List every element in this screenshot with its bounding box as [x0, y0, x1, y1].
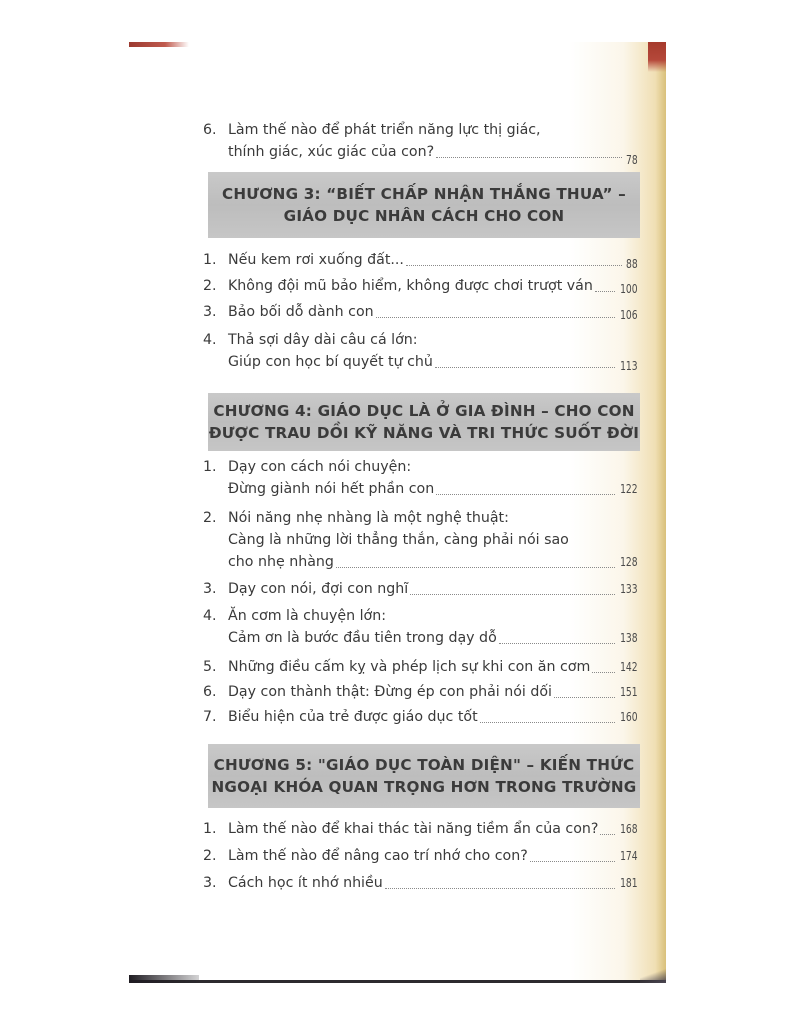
- item-title-line: Cách học ít nhớ nhiều: [228, 875, 383, 891]
- item-title-line: Dạy con thành thật: Đừng ép con phải nói dối: [228, 684, 552, 700]
- leader-dots: [436, 494, 615, 495]
- page-number: 100: [620, 282, 638, 296]
- leader-dots: [554, 697, 615, 698]
- page-number: 138: [620, 631, 638, 645]
- toc-item: [203, 119, 643, 165]
- page-number: 78: [626, 153, 638, 167]
- page-number: 181: [620, 876, 638, 890]
- chapter-title-line: CHƯƠNG 3: “BIẾT CHẤP NHẬN THẮNG THUA” –: [222, 185, 626, 203]
- leader-dots: [592, 672, 615, 673]
- leader-dots: [336, 567, 616, 568]
- item-number: 1.: [203, 821, 217, 837]
- item-title-line: Càng là những lời thẳng thắn, càng phải nói sao: [228, 532, 569, 548]
- page-number: 122: [620, 482, 638, 496]
- item-number: 3.: [203, 304, 217, 320]
- item-title-line: Làm thế nào để phát triển năng lực thị giác,: [228, 122, 541, 138]
- page-number: 88: [626, 257, 638, 271]
- item-title-line: Đừng giành nói hết phần con: [228, 481, 435, 497]
- leader-dots: [436, 157, 622, 158]
- item-title-line: Cảm ơn là bước đầu tiên trong dạy dỗ: [228, 630, 497, 646]
- leader-dots: [406, 265, 622, 266]
- leader-dots: [435, 367, 615, 368]
- page-number: 168: [620, 822, 638, 836]
- item-title-line: Biểu hiện của trẻ được giáo dục tốt: [228, 709, 478, 725]
- item-title-line: Nếu kem rơi xuống đất...: [228, 252, 404, 268]
- item-number: 4.: [203, 332, 217, 348]
- item-title-line: Làm thế nào để khai thác tài năng tiềm ẩn của con?: [228, 821, 599, 837]
- leader-dots: [499, 643, 616, 644]
- chapter-heading: [208, 393, 640, 451]
- item-number: 3.: [203, 581, 217, 597]
- page-number: 160: [620, 710, 638, 724]
- page-number: 106: [620, 308, 638, 322]
- item-title-line: Nói năng nhẹ nhàng là một nghệ thuật:: [228, 510, 509, 526]
- item-title-line: Những điều cấm kỵ và phép lịch sự khi con ăn cơm: [228, 659, 591, 675]
- page-number: 174: [620, 849, 638, 863]
- item-number: 7.: [203, 709, 217, 725]
- page-number: 113: [620, 359, 638, 373]
- page-number: 142: [620, 660, 638, 674]
- item-number: 6.: [203, 122, 217, 138]
- leader-dots: [530, 861, 616, 862]
- item-title-line: thính giác, xúc giác của con?: [228, 144, 435, 160]
- item-number: 2.: [203, 278, 217, 294]
- leader-dots: [480, 722, 616, 723]
- item-title-line: Ăn cơm là chuyện lớn:: [228, 608, 386, 624]
- item-title-line: Dạy con cách nói chuyện:: [228, 459, 412, 475]
- item-title-line: Không đội mũ bảo hiểm, không được chơi trượt ván: [228, 278, 593, 294]
- item-title-line: Bảo bối dỗ dành con: [228, 304, 374, 320]
- leader-dots: [385, 888, 616, 889]
- leader-dots: [376, 317, 616, 318]
- chapter-title-line: GIÁO DỤC NHÂN CÁCH CHO CON: [283, 207, 565, 225]
- item-number: 2.: [203, 510, 217, 526]
- leader-dots: [595, 291, 616, 292]
- item-title-line: Dạy con nói, đợi con nghĩ: [228, 581, 409, 597]
- item-number: 1.: [203, 459, 217, 475]
- item-title-line: cho nhẹ nhàng: [228, 554, 334, 570]
- page-number: 151: [620, 685, 638, 699]
- chapter-heading: [208, 172, 640, 238]
- leader-dots: [600, 834, 615, 835]
- item-number: 2.: [203, 848, 217, 864]
- chapter-title-line: NGOẠI KHÓA QUAN TRỌNG HƠN TRONG TRƯỜNG: [211, 778, 637, 796]
- chapter-title-line: CHƯƠNG 4: GIÁO DỤC LÀ Ở GIA ĐÌNH – CHO CON: [213, 402, 635, 420]
- item-number: 6.: [203, 684, 217, 700]
- chapter-title-line: ĐƯỢC TRAU DỒI KỸ NĂNG VÀ TRI THỨC SUỐT ĐỜI: [208, 424, 640, 442]
- chapter-title-line: CHƯƠNG 5: "GIÁO DỤC TOÀN DIỆN" – KIẾN THỨC: [213, 756, 635, 774]
- item-title-line: Thả sợi dây dài câu cá lớn:: [228, 332, 418, 348]
- item-title-line: Giúp con học bí quyết tự chủ: [228, 354, 433, 370]
- item-title-line: Làm thế nào để nâng cao trí nhớ cho con?: [228, 848, 528, 864]
- leader-dots: [410, 594, 615, 595]
- item-number: 1.: [203, 252, 217, 268]
- item-number: 5.: [203, 659, 217, 675]
- chapter-heading: [208, 744, 640, 808]
- item-number: 3.: [203, 875, 217, 891]
- item-number: 4.: [203, 608, 217, 624]
- page-number: 128: [620, 555, 638, 569]
- page-number: 133: [620, 582, 638, 596]
